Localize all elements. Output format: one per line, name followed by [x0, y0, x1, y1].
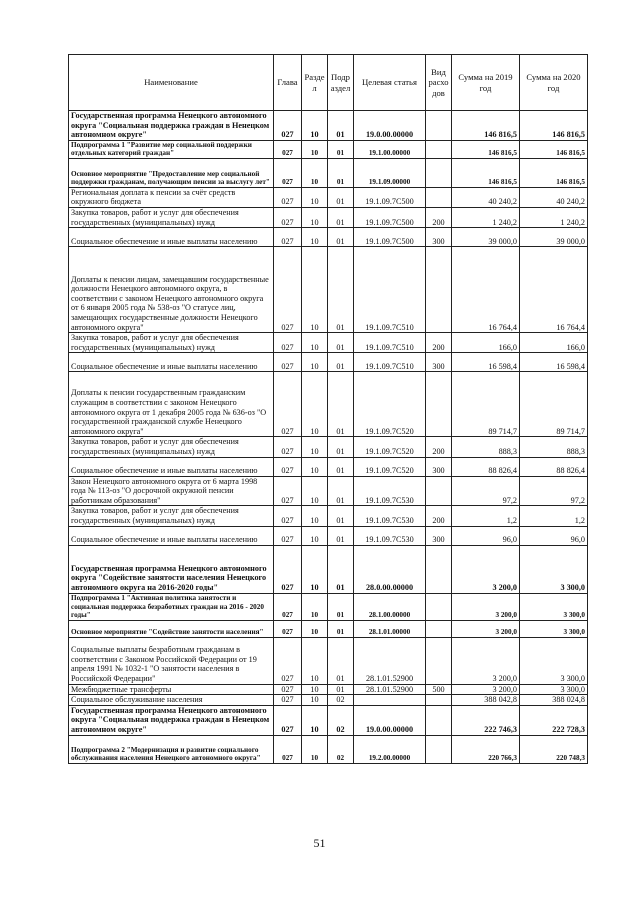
- table-body: [69, 111, 588, 764]
- row-sum-2020: 222 728,3: [520, 705, 588, 735]
- table-row: [69, 141, 588, 159]
- row-name: Государственная программа Ненецкого автономного округа "Содействие занятости населения Ненецкого автономного округа на 2016-2020 годы": [69, 545, 274, 593]
- row-name: Доплаты к пенсии государственным гражданским служащим в соответствии с законом Ненецкого автономного округа от 1 декабря 2005 года № 636-оз "О государственной гражданской службе Ненецкого автономного округа": [69, 372, 274, 437]
- row-section: 10: [302, 506, 328, 526]
- row-name: Социальное обеспечение и иные выплаты населению: [69, 457, 274, 476]
- table-header-row: [69, 55, 588, 111]
- row-sum-2019: 220 766,3: [452, 735, 520, 763]
- row-target: 19.1.09.00000: [354, 158, 426, 187]
- table-row: [69, 333, 588, 353]
- row-section: 10: [302, 187, 328, 207]
- row-sum-2019: 3 200,0: [452, 684, 520, 695]
- row-sum-2019: 16 598,4: [452, 353, 520, 372]
- row-subsection: 01: [328, 620, 354, 637]
- row-chapter: 027: [274, 247, 302, 333]
- table-row: [69, 228, 588, 247]
- row-section: 10: [302, 141, 328, 159]
- row-target: 19.1.09.7С520: [354, 457, 426, 476]
- row-sum-2019: 3 200,0: [452, 545, 520, 593]
- row-name: Государственная программа Ненецкого автономного округа "Социальная поддержка граждан в Ненецком автономном округе": [69, 111, 274, 141]
- row-name: Закупка товаров, работ и услуг для обеспечения государственных (муниципальных) нужд: [69, 437, 274, 457]
- row-expense-type: 300: [426, 457, 452, 476]
- row-sum-2019: 1,2: [452, 506, 520, 526]
- row-sum-2020: 96,0: [520, 526, 588, 545]
- row-target: 28.1.01.52900: [354, 684, 426, 695]
- row-subsection: 01: [328, 545, 354, 593]
- row-chapter: 027: [274, 593, 302, 620]
- table-row: [69, 705, 588, 735]
- row-expense-type: [426, 637, 452, 684]
- row-target: 19.1.09.7С510: [354, 353, 426, 372]
- table-row: [69, 208, 588, 228]
- row-subsection: 02: [328, 695, 354, 706]
- row-name: Закупка товаров, работ и услуг для обеспечения государственных (муниципальных) нужд: [69, 208, 274, 228]
- row-chapter: 027: [274, 353, 302, 372]
- table-row: [69, 695, 588, 706]
- row-sum-2019: 89 714,7: [452, 372, 520, 437]
- row-name: Межбюджетные трансферты: [69, 684, 274, 695]
- row-target: 28.1.01.52900: [354, 637, 426, 684]
- row-sum-2020: 146 816,5: [520, 111, 588, 141]
- row-sum-2020: 888,3: [520, 437, 588, 457]
- row-sum-2019: 888,3: [452, 437, 520, 457]
- row-subsection: 01: [328, 353, 354, 372]
- row-target: 19.1.09.7С500: [354, 187, 426, 207]
- row-sum-2019: 222 746,3: [452, 705, 520, 735]
- row-expense-type: 200: [426, 208, 452, 228]
- row-name: Региональная доплата к пенсии за счёт средств окружного бюджета: [69, 187, 274, 207]
- row-expense-type: [426, 620, 452, 637]
- row-sum-2020: 88 826,4: [520, 457, 588, 476]
- row-expense-type: [426, 111, 452, 141]
- row-chapter: 027: [274, 705, 302, 735]
- table-row: [69, 593, 588, 620]
- row-sum-2020: 146 816,5: [520, 158, 588, 187]
- row-expense-type: [426, 247, 452, 333]
- row-section: 10: [302, 620, 328, 637]
- row-name: Социальные выплаты безработным гражданам в соответствии с Законом Российской Федерации от 19 апреля 1991 № 1032-1 "О занятости населения в Российской Федерации": [69, 637, 274, 684]
- row-sum-2020: 39 000,0: [520, 228, 588, 247]
- row-chapter: 027: [274, 208, 302, 228]
- table-row: [69, 187, 588, 207]
- row-chapter: 027: [274, 476, 302, 506]
- row-chapter: 027: [274, 735, 302, 763]
- header-name: Наименование: [69, 55, 274, 111]
- budget-table: [68, 54, 588, 764]
- header-sum-2020: Сумма на 2020 год: [520, 55, 588, 111]
- table-row: [69, 545, 588, 593]
- row-sum-2020: 3 300,0: [520, 545, 588, 593]
- row-section: 10: [302, 526, 328, 545]
- row-chapter: 027: [274, 187, 302, 207]
- row-subsection: 01: [328, 187, 354, 207]
- row-sum-2020: 146 816,5: [520, 141, 588, 159]
- row-sum-2020: 40 240,2: [520, 187, 588, 207]
- row-target: [354, 695, 426, 706]
- row-expense-type: [426, 372, 452, 437]
- table-row: [69, 526, 588, 545]
- row-sum-2020: 3 300,0: [520, 620, 588, 637]
- row-chapter: 027: [274, 333, 302, 353]
- row-sum-2019: 388 042,8: [452, 695, 520, 706]
- row-expense-type: 300: [426, 526, 452, 545]
- row-section: 10: [302, 695, 328, 706]
- row-sum-2020: 16 764,4: [520, 247, 588, 333]
- row-section: 10: [302, 228, 328, 247]
- table-row: [69, 353, 588, 372]
- row-name: Закон Ненецкого автономного округа от 6 марта 1998 года № 113-оз "О досрочной окружной пенсии работникам образования": [69, 476, 274, 506]
- row-subsection: 01: [328, 228, 354, 247]
- row-target: 19.0.00.00000: [354, 705, 426, 735]
- row-expense-type: [426, 593, 452, 620]
- row-section: 10: [302, 476, 328, 506]
- row-target: 19.1.09.7С500: [354, 228, 426, 247]
- row-subsection: 01: [328, 593, 354, 620]
- row-expense-type: [426, 158, 452, 187]
- row-sum-2020: 3 300,0: [520, 684, 588, 695]
- row-target: 28.0.00.00000: [354, 545, 426, 593]
- row-target: 19.1.09.7С530: [354, 526, 426, 545]
- row-target: 28.1.01.00000: [354, 620, 426, 637]
- row-target: 19.1.09.7С510: [354, 247, 426, 333]
- table-row: [69, 637, 588, 684]
- row-chapter: 027: [274, 620, 302, 637]
- header-expense-type: Вид расхо дов: [426, 55, 452, 111]
- row-subsection: 01: [328, 208, 354, 228]
- row-subsection: 01: [328, 372, 354, 437]
- row-target: 19.2.00.00000: [354, 735, 426, 763]
- row-expense-type: 200: [426, 506, 452, 526]
- row-sum-2019: 3 200,0: [452, 593, 520, 620]
- page-number: 51: [313, 836, 326, 850]
- row-target: 19.1.09.7С510: [354, 333, 426, 353]
- row-target: 19.1.09.7С520: [354, 372, 426, 437]
- row-chapter: 027: [274, 141, 302, 159]
- row-target: 19.1.09.7С520: [354, 437, 426, 457]
- row-chapter: 027: [274, 695, 302, 706]
- table-row: [69, 457, 588, 476]
- row-sum-2019: 96,0: [452, 526, 520, 545]
- row-section: 10: [302, 457, 328, 476]
- table-row: [69, 158, 588, 187]
- header-subsection: Подр аздел: [328, 55, 354, 111]
- row-name: Подпрограмма 1 "Развитие мер социальной поддержки отдельных категорий граждан": [69, 141, 274, 159]
- row-target: 19.1.09.7С500: [354, 208, 426, 228]
- row-chapter: 027: [274, 526, 302, 545]
- row-sum-2020: 1,2: [520, 506, 588, 526]
- row-expense-type: [426, 545, 452, 593]
- row-sum-2020: 3 300,0: [520, 637, 588, 684]
- row-chapter: 027: [274, 372, 302, 437]
- row-subsection: 01: [328, 684, 354, 695]
- row-sum-2020: 16 598,4: [520, 353, 588, 372]
- row-sum-2019: 166,0: [452, 333, 520, 353]
- row-target: 19.1.00.00000: [354, 141, 426, 159]
- budget-table-container: [68, 54, 587, 764]
- row-chapter: 027: [274, 506, 302, 526]
- row-sum-2019: 88 826,4: [452, 457, 520, 476]
- table-row: [69, 437, 588, 457]
- row-name: Социальное обеспечение и иные выплаты населению: [69, 228, 274, 247]
- row-chapter: 027: [274, 545, 302, 593]
- row-name: Подпрограмма 2 "Модернизация и развитие социального обслуживания населения Ненецкого автономного округа": [69, 735, 274, 763]
- row-expense-type: 200: [426, 437, 452, 457]
- row-sum-2019: 16 764,4: [452, 247, 520, 333]
- row-expense-type: [426, 695, 452, 706]
- row-sum-2019: 39 000,0: [452, 228, 520, 247]
- row-name: Закупка товаров, работ и услуг для обеспечения государственных (муниципальных) нужд: [69, 506, 274, 526]
- row-sum-2019: 3 200,0: [452, 637, 520, 684]
- row-chapter: 027: [274, 457, 302, 476]
- row-subsection: 01: [328, 506, 354, 526]
- row-sum-2019: 3 200,0: [452, 620, 520, 637]
- row-sum-2020: 1 240,2: [520, 208, 588, 228]
- row-subsection: 01: [328, 158, 354, 187]
- row-section: 10: [302, 333, 328, 353]
- row-sum-2020: 220 748,3: [520, 735, 588, 763]
- row-expense-type: 300: [426, 353, 452, 372]
- row-section: 10: [302, 208, 328, 228]
- row-subsection: 01: [328, 111, 354, 141]
- row-expense-type: [426, 141, 452, 159]
- row-section: 10: [302, 593, 328, 620]
- row-name: Социальное обеспечение и иные выплаты населению: [69, 526, 274, 545]
- row-chapter: 027: [274, 158, 302, 187]
- row-subsection: 01: [328, 476, 354, 506]
- row-sum-2019: 146 816,5: [452, 158, 520, 187]
- row-section: 10: [302, 545, 328, 593]
- header-section: Разде л: [302, 55, 328, 111]
- row-expense-type: [426, 705, 452, 735]
- row-subsection: 01: [328, 247, 354, 333]
- row-chapter: 027: [274, 637, 302, 684]
- row-section: 10: [302, 437, 328, 457]
- table-row: [69, 372, 588, 437]
- row-target: 28.1.00.00000: [354, 593, 426, 620]
- header-sum-2019: Сумма на 2019 год: [452, 55, 520, 111]
- row-expense-type: [426, 187, 452, 207]
- row-subsection: 01: [328, 526, 354, 545]
- row-sum-2020: 3 300,0: [520, 593, 588, 620]
- row-expense-type: 300: [426, 228, 452, 247]
- row-chapter: 027: [274, 437, 302, 457]
- table-row: [69, 735, 588, 763]
- row-subsection: 01: [328, 141, 354, 159]
- table-row: [69, 247, 588, 333]
- row-section: 10: [302, 684, 328, 695]
- row-subsection: 01: [328, 457, 354, 476]
- table-row: [69, 111, 588, 141]
- table-row: [69, 506, 588, 526]
- row-subsection: 01: [328, 637, 354, 684]
- row-name: Доплаты к пенсии лицам, замещавшим государственные должности Ненецкого автономного округа, в соответствии с законом Ненецкого автономного округа от 6 января 2005 года № 538-оз "О статусе лиц, замещающих государственные должности Ненецкого автономного округа": [69, 247, 274, 333]
- row-section: 10: [302, 247, 328, 333]
- row-subsection: 01: [328, 437, 354, 457]
- table-row: [69, 684, 588, 695]
- row-name: Основное мероприятие "Содействие занятости населения": [69, 620, 274, 637]
- row-expense-type: 200: [426, 333, 452, 353]
- row-expense-type: [426, 735, 452, 763]
- row-sum-2019: 146 816,5: [452, 111, 520, 141]
- row-section: 10: [302, 372, 328, 437]
- row-subsection: 02: [328, 735, 354, 763]
- row-name: Подпрограмма 1 "Активная политика занятости и социальная поддержка безработных граждан на 2016 - 2020 годы": [69, 593, 274, 620]
- row-name: Основное мероприятие "Предоставление мер социальной поддержки гражданам, получающим пенсии за выслугу лет": [69, 158, 274, 187]
- row-expense-type: [426, 476, 452, 506]
- row-section: 10: [302, 705, 328, 735]
- row-sum-2019: 146 816,5: [452, 141, 520, 159]
- row-section: 10: [302, 735, 328, 763]
- row-sum-2020: 89 714,7: [520, 372, 588, 437]
- row-section: 10: [302, 637, 328, 684]
- row-sum-2019: 97,2: [452, 476, 520, 506]
- header-target: Целевая статья: [354, 55, 426, 111]
- row-subsection: 01: [328, 333, 354, 353]
- row-name: Закупка товаров, работ и услуг для обеспечения государственных (муниципальных) нужд: [69, 333, 274, 353]
- row-target: 19.1.09.7С530: [354, 506, 426, 526]
- row-section: 10: [302, 353, 328, 372]
- row-name: Социальное обслуживание населения: [69, 695, 274, 706]
- table-row: [69, 620, 588, 637]
- row-section: 10: [302, 158, 328, 187]
- row-sum-2020: 166,0: [520, 333, 588, 353]
- row-sum-2020: 97,2: [520, 476, 588, 506]
- row-sum-2019: 40 240,2: [452, 187, 520, 207]
- row-chapter: 027: [274, 228, 302, 247]
- row-name: Государственная программа Ненецкого автономного округа "Социальная поддержка граждан в Ненецком автономном округе": [69, 705, 274, 735]
- row-chapter: 027: [274, 111, 302, 141]
- row-subsection: 02: [328, 705, 354, 735]
- header-chapter: Глава: [274, 55, 302, 111]
- row-sum-2019: 1 240,2: [452, 208, 520, 228]
- row-chapter: 027: [274, 684, 302, 695]
- row-section: 10: [302, 111, 328, 141]
- row-target: 19.0.00.00000: [354, 111, 426, 141]
- table-row: [69, 476, 588, 506]
- row-name: Социальное обеспечение и иные выплаты населению: [69, 353, 274, 372]
- row-target: 19.1.09.7С530: [354, 476, 426, 506]
- row-expense-type: 500: [426, 684, 452, 695]
- row-sum-2020: 388 024,8: [520, 695, 588, 706]
